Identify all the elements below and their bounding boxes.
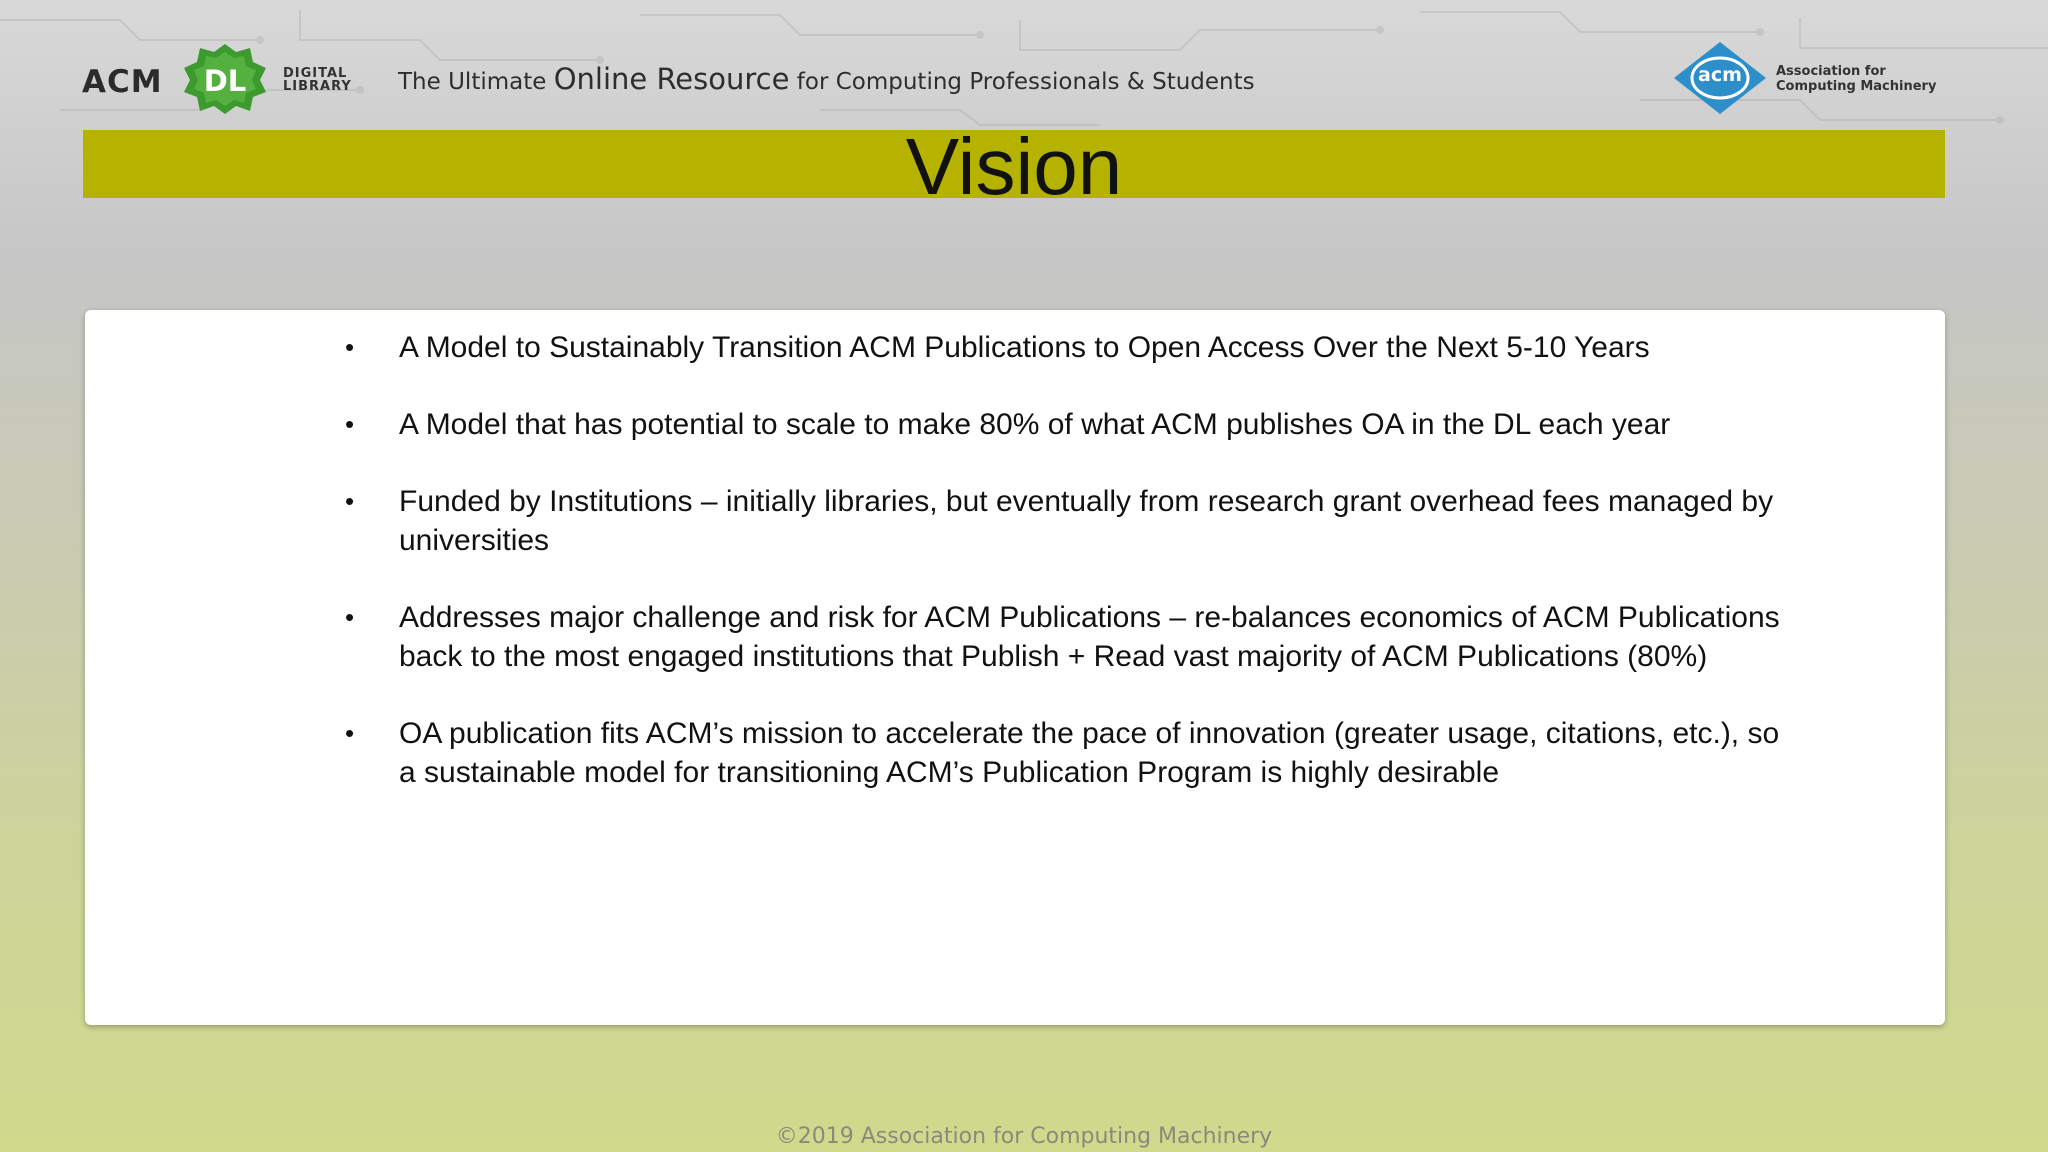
acm-association-logo [1670,40,1960,116]
dl-logo-text: DL [203,64,247,98]
header-tagline [398,62,1255,96]
bullet-list [345,328,1785,830]
bullet-text: OA publication fits ACM’s mission to accelerate the pace of innovation (greater usage, citations, etc.), so a sustainable model for transitioning ACM’s Publication Program is highly desirable [399,717,1780,789]
bullet-text: A Model that has potential to scale to make 80% of what ACM publishes OA in the DL each year [399,408,1671,441]
tagline-part-1: The Ultimate [398,69,554,95]
slide-header [80,38,1960,120]
bullet-text: Addresses major challenge and risk for ACM Publications – re-balances economics of ACM Publications back to the most engaged institutions that Publish + Read vast majority of ACM Publications (80%) [399,601,1780,673]
bullet-marker: • [345,332,355,362]
bullet-item [345,405,1785,444]
association-name: Association for Computing Machinery [1776,64,1937,94]
bullet-item [345,328,1785,367]
bullet-text: Funded by Institutions – initially libraries, but eventually from research grant overhead fees managed by universities [399,485,1774,557]
bullet-marker: • [345,602,355,632]
copyright-footer: ©2019 Association for Computing Machinery [775,1124,1273,1149]
tagline-part-3: for Computing Professionals & Students [789,69,1255,95]
bullet-marker: • [345,486,355,516]
acm-logo-text: ACM [82,64,163,100]
bullet-item [345,598,1785,676]
acm-digital-library-logo [80,42,380,116]
bullet-item [345,482,1785,560]
digital-library-label: DIGITAL LIBRARY [283,66,352,94]
title-bar [83,122,1945,211]
bullet-marker: • [345,718,355,748]
bullet-marker: • [345,409,355,439]
slide-title: Vision [905,122,1123,211]
bullet-item [345,714,1785,792]
acm-diamond-text: acm [1698,64,1742,86]
content-box [85,310,1945,1025]
tagline-part-2: Online Resource [553,62,790,96]
bullet-text: A Model to Sustainably Transition ACM Publications to Open Access Over the Next 5-10 Years [399,331,1650,364]
